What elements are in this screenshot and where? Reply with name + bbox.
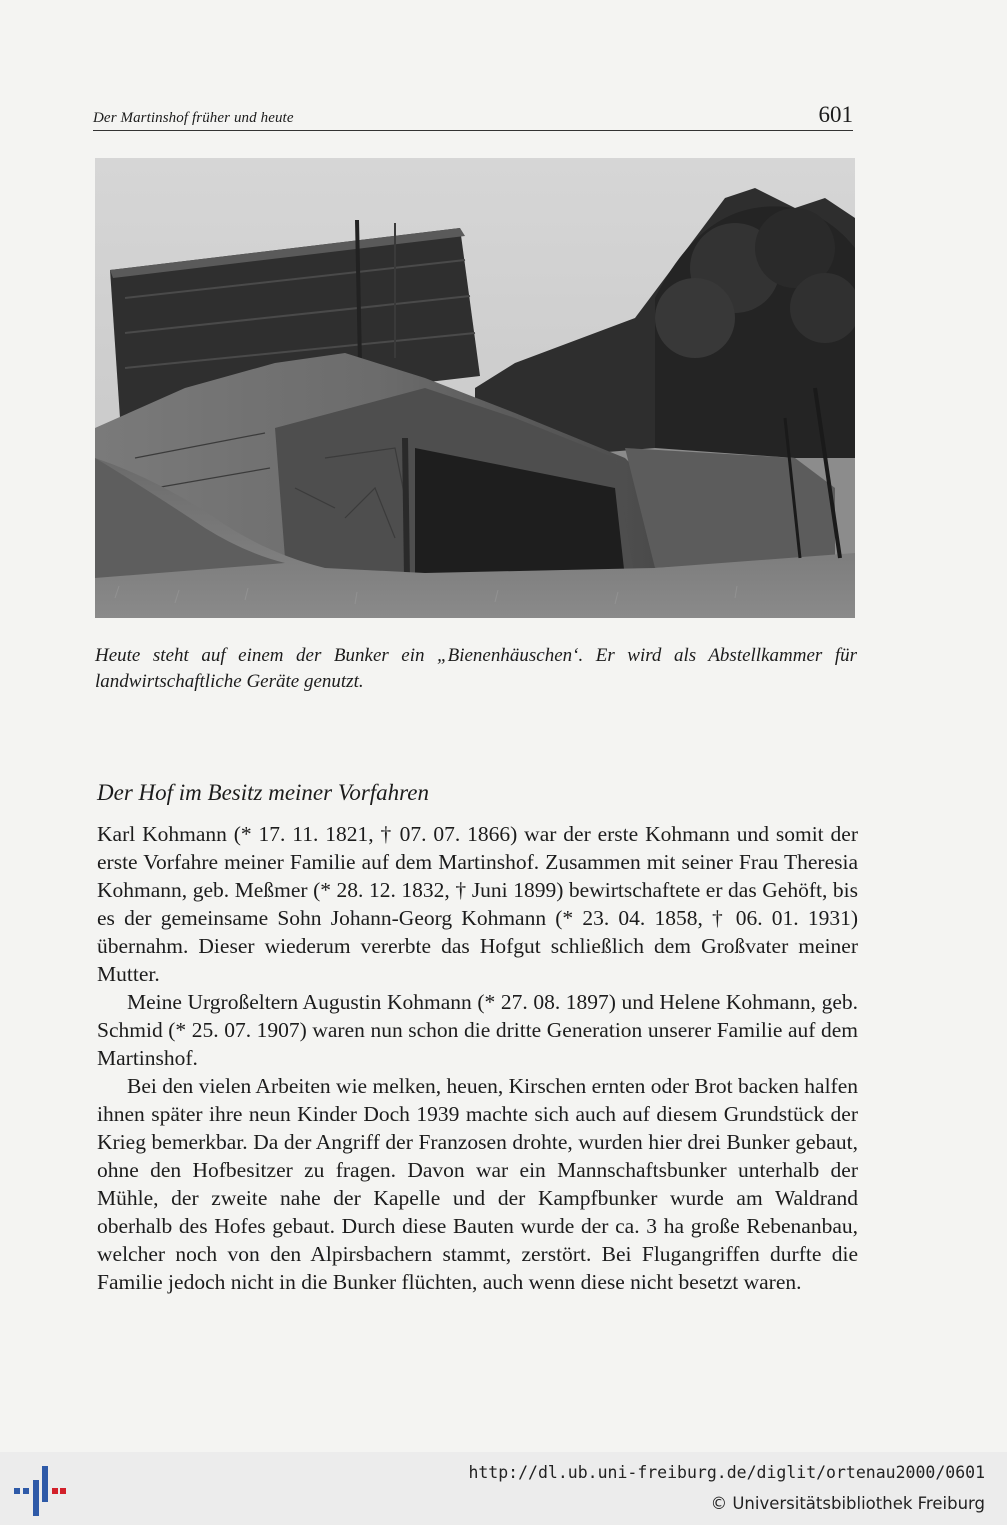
library-logo-icon [14, 1464, 66, 1516]
running-header [93, 104, 853, 131]
paragraph: Meine Urgroßeltern Augustin Kohmann (* 27. 08. 1897) und Helene Kohmann, geb. Schmid (* 25. 07. 1907) waren nun schon die dritte Generation unserer Familie auf dem Martinshof. [97, 990, 858, 1070]
bunker-photo [95, 158, 855, 618]
paragraph: Karl Kohmann (* 17. 11. 1821, † 07. 07. 1866) war der erste Kohmann und somit der erste Vorfahre meiner Familie auf dem Martinshof. Zusammen mit seiner Frau Theresia Kohmann, geb. Meßmer (* 28. 12. 1832, † Juni 1899) bewirtschaftete er das Gehöft, bis es der gemeinsame Sohn Johann-Georg Kohmann (* 23. 04. 1858, † 06. 01. 1931) übernahm. Dieser wiederum vererbte das Hofgut schließlich dem Großvater meiner Mutter. [97, 822, 858, 986]
source-url[interactable]: http://dl.ub.uni-freiburg.de/diglit/ortenau2000/0601 [468, 1463, 985, 1482]
page-number: 601 [818, 102, 853, 127]
running-title: Der Martinshof früher und heute [93, 110, 294, 126]
paragraph: Bei den vielen Arbeiten wie melken, heuen, Kirschen ernten oder Brot backen halfen ihnen später ihre neun Kinder Doch 1939 machte sich auch auf diesem Grundstück der Krieg bemerkbar. Da der Angriff der Franzosen drohte, wurden hier drei Bunker gebaut, ohne den Hofbesitzer zu fragen. Davon war ein Mannschaftsbunker unterhalb der Mühle, der zweite nahe der Kapelle und der Kampfbunker wurde am Waldrand oberhalb des Hofes gebaut. Durch diese Bauten wurde der ca. 3 ha große Rebenanbau, welcher noch von den Alpirsbachern stammt, zerstört. Bei Flugangriffen durfte die Familie jedoch nicht in die Bunker flüchten, auch wenn diese nicht besetzt waren. [97, 1074, 858, 1294]
copyright-notice: © Universitätsbibliothek Freiburg [710, 1494, 985, 1513]
section-heading: Der Hof im Besitz meiner Vorfahren [97, 780, 429, 805]
body-text [97, 820, 858, 1296]
figure-caption: Heute steht auf einem der Bunker ein „Bienenhäuschen‘. Er wird als Abstellkammer für landwirtschaftliche Geräte genutzt. [95, 645, 857, 692]
library-footer [0, 1452, 1007, 1525]
